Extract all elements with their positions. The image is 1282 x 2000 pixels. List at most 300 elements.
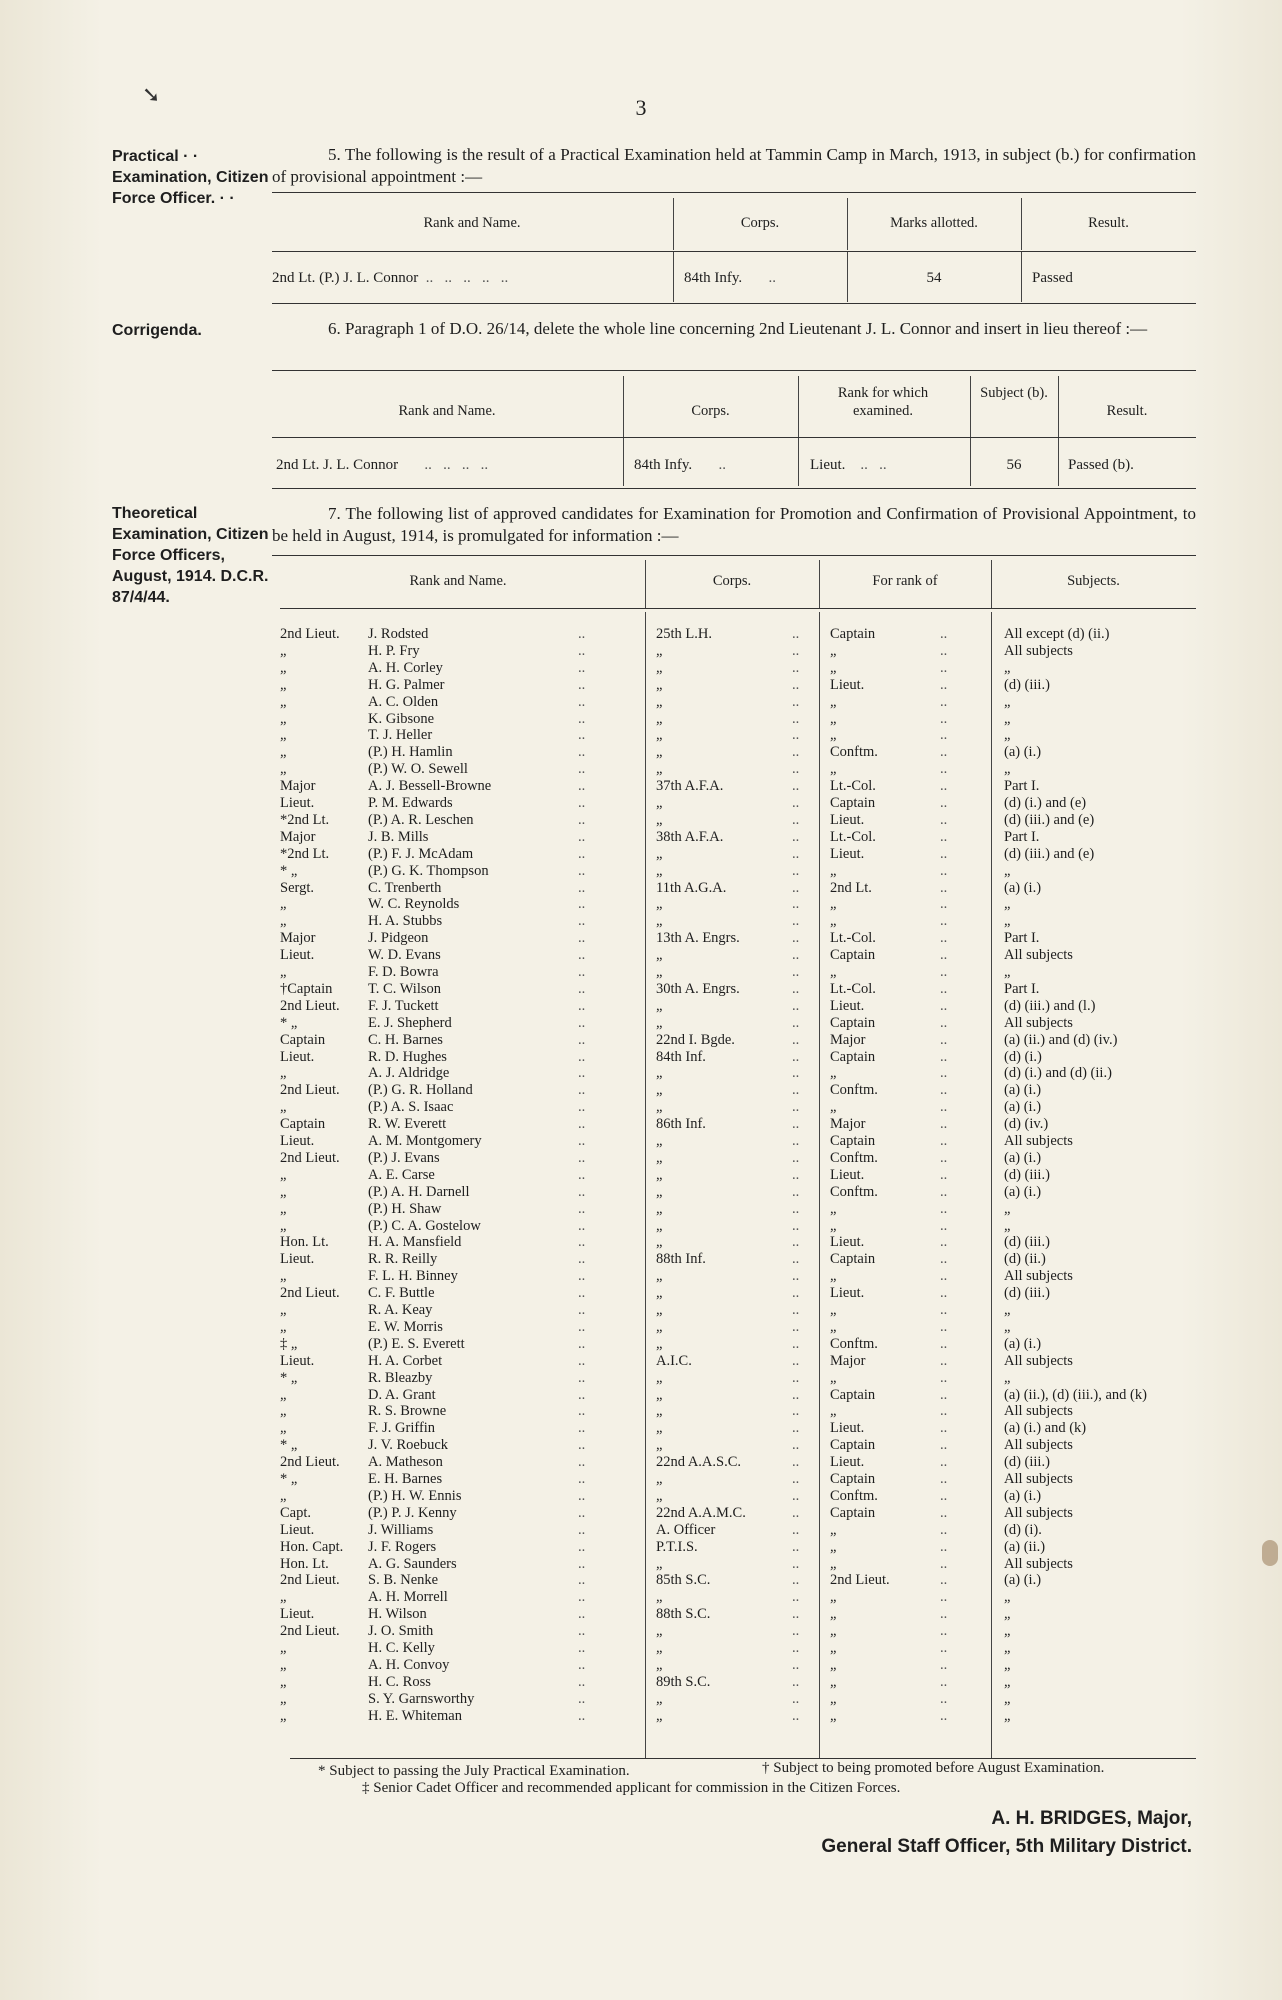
row-name: (P.) G. K. Thompson bbox=[368, 862, 489, 879]
row-for-rank: „ bbox=[830, 913, 837, 930]
row-for-rank: „ bbox=[830, 1707, 837, 1724]
row-for-rank: Lieut. bbox=[830, 1285, 865, 1302]
leader-dots: .. bbox=[792, 964, 800, 980]
leader-dots: .. bbox=[940, 744, 948, 761]
leader-dots: .. bbox=[940, 659, 948, 676]
leader-dots: .. bbox=[792, 1437, 800, 1454]
leader-dots: .. bbox=[578, 1251, 586, 1268]
row-for-rank: Captain bbox=[830, 947, 876, 964]
row-for-rank: „ bbox=[830, 1606, 837, 1623]
row-rank: „ bbox=[280, 693, 287, 710]
row-rank: Lieut. bbox=[280, 947, 315, 964]
row-name: J. V. Roebuck bbox=[368, 1437, 449, 1454]
row-corps: „ bbox=[656, 1149, 663, 1166]
leader-dots: .. bbox=[940, 1471, 948, 1487]
row-rank: Lieut. bbox=[280, 1251, 315, 1268]
row-corps: „ bbox=[656, 659, 663, 676]
leader-dots: .. bbox=[792, 659, 800, 676]
row-corps: „ bbox=[656, 1268, 663, 1285]
row-subjects: (a) (ii.) and (d) (iv.) bbox=[1004, 1031, 1118, 1048]
row-rank: †Captain bbox=[280, 980, 333, 997]
p6-row-name: 2nd Lt. J. L. Connor .. .. .. .. bbox=[276, 457, 489, 473]
leader-dots: .. bbox=[578, 862, 586, 879]
row-subjects: „ bbox=[1004, 1369, 1011, 1386]
row-rank: „ bbox=[280, 744, 287, 761]
row-corps: „ bbox=[656, 1166, 663, 1183]
leader-dots: .. bbox=[792, 1217, 800, 1234]
row-name: (P.) P. J. Kenny bbox=[368, 1504, 457, 1521]
row-for-rank: „ bbox=[830, 659, 837, 676]
row-corps: 88th S.C. bbox=[656, 1606, 711, 1623]
leader-dots: .. bbox=[792, 1690, 800, 1707]
leader-dots: .. bbox=[940, 1707, 948, 1724]
leader-dots: .. bbox=[940, 1099, 948, 1116]
row-subjects: (d) (i). bbox=[1004, 1521, 1042, 1538]
p6-header-corps: Corps. bbox=[691, 403, 730, 419]
leader-dots: .. bbox=[792, 1640, 800, 1656]
row-name: (P.) C. A. Gostelow bbox=[368, 1217, 481, 1234]
p5-row-name: 2nd Lt. (P.) J. L. Connor .. .. .. .. .. bbox=[272, 270, 509, 286]
row-rank: „ bbox=[280, 1420, 287, 1437]
row-rank: Major bbox=[280, 930, 316, 947]
p6-row-subject: 56 bbox=[1006, 457, 1022, 473]
leader-dots: .. bbox=[940, 1420, 948, 1437]
leader-dots: .. bbox=[940, 879, 948, 896]
leader-dots: .. bbox=[578, 913, 586, 930]
leader-dots: .. bbox=[578, 1538, 586, 1555]
row-rank: Hon. Capt. bbox=[280, 1538, 344, 1555]
row-name: E. J. Shepherd bbox=[368, 1014, 452, 1031]
row-corps: „ bbox=[656, 1065, 663, 1082]
leader-dots: .. bbox=[578, 845, 586, 862]
leader-dots: .. bbox=[940, 1133, 948, 1149]
leader-dots: .. bbox=[792, 862, 800, 879]
leader-dots: .. bbox=[940, 1268, 948, 1285]
row-rank: „ bbox=[280, 710, 287, 727]
leader-dots: .. bbox=[578, 1082, 586, 1099]
row-rank: 2nd Lieut. bbox=[280, 1623, 340, 1640]
row-name: A. J. Aldridge bbox=[368, 1065, 450, 1082]
leader-dots: .. bbox=[578, 710, 586, 727]
leader-dots: .. bbox=[940, 896, 948, 913]
row-name: R. D. Hughes bbox=[368, 1048, 447, 1065]
row-corps: „ bbox=[656, 642, 663, 659]
leader-dots: .. bbox=[940, 727, 948, 744]
leader-dots: .. bbox=[578, 1031, 586, 1048]
row-for-rank: 2nd Lt. bbox=[830, 879, 872, 896]
leader-dots: .. bbox=[940, 1437, 948, 1454]
row-subjects: Part I. bbox=[1004, 778, 1040, 795]
row-subjects: „ bbox=[1004, 1640, 1011, 1656]
row-corps: 37th A.F.A. bbox=[656, 778, 724, 795]
p7-header-corps: Corps. bbox=[712, 573, 752, 589]
row-corps: 22nd A.A.S.C. bbox=[656, 1454, 742, 1471]
leader-dots: .. bbox=[940, 1589, 948, 1606]
row-for-rank: „ bbox=[830, 1065, 837, 1082]
leader-dots: .. bbox=[792, 1285, 800, 1302]
row-corps: „ bbox=[656, 727, 663, 744]
leader-dots: .. bbox=[792, 1031, 800, 1048]
row-name: J. O. Smith bbox=[368, 1623, 434, 1640]
leader-dots: .. bbox=[940, 1048, 948, 1065]
leader-dots: .. bbox=[578, 1707, 586, 1724]
row-for-rank: „ bbox=[830, 693, 837, 710]
row-for-rank: „ bbox=[830, 727, 837, 744]
leader-dots: .. bbox=[578, 659, 586, 676]
leader-dots: .. bbox=[792, 1302, 800, 1318]
row-corps: „ bbox=[656, 947, 663, 964]
leader-dots: .. bbox=[940, 1149, 948, 1166]
leader-dots: .. bbox=[792, 795, 800, 811]
row-subjects: „ bbox=[1004, 1200, 1011, 1217]
row-rank: Hon. Lt. bbox=[280, 1555, 329, 1572]
row-name: F. D. Bowra bbox=[368, 964, 439, 980]
row-subjects: „ bbox=[1004, 659, 1011, 676]
leader-dots: .. bbox=[578, 1437, 586, 1454]
row-corps: 84th Inf. bbox=[656, 1048, 706, 1065]
leader-dots: .. bbox=[578, 761, 586, 778]
leader-dots: .. bbox=[578, 1183, 586, 1200]
leader-dots: .. bbox=[578, 744, 586, 761]
row-corps: „ bbox=[656, 1302, 663, 1318]
row-name: H. Wilson bbox=[368, 1606, 427, 1623]
row-for-rank: Major bbox=[830, 1116, 866, 1133]
leader-dots: .. bbox=[578, 1217, 586, 1234]
row-subjects: „ bbox=[1004, 1690, 1011, 1707]
leader-dots: .. bbox=[940, 980, 948, 997]
row-corps: „ bbox=[656, 1318, 663, 1335]
row-name: (P.) H. Shaw bbox=[368, 1200, 442, 1217]
row-name: J. Pidgeon bbox=[368, 930, 429, 947]
row-subjects: „ bbox=[1004, 693, 1011, 710]
row-subjects: (d) (iv.) bbox=[1004, 1116, 1049, 1133]
row-name: (P.) E. S. Everett bbox=[368, 1335, 465, 1352]
row-rank: Captain bbox=[280, 1116, 326, 1133]
row-rank: ‡ „ bbox=[280, 1335, 298, 1352]
row-rank: 2nd Lieut. bbox=[280, 1082, 340, 1099]
leader-dots: .. bbox=[940, 761, 948, 778]
row-subjects: „ bbox=[1004, 727, 1011, 744]
row-subjects: (a) (i.) bbox=[1004, 1487, 1042, 1504]
leader-dots: .. bbox=[940, 1386, 948, 1403]
row-rank: * „ bbox=[280, 1369, 298, 1386]
leader-dots: .. bbox=[792, 828, 800, 845]
row-subjects: „ bbox=[1004, 1302, 1011, 1318]
row-subjects: (a) (i.) bbox=[1004, 1183, 1042, 1200]
p7-header-subjects: Subjects. bbox=[1067, 573, 1120, 589]
leader-dots: .. bbox=[940, 1538, 948, 1555]
row-corps: „ bbox=[656, 1217, 663, 1234]
row-for-rank: Captain bbox=[830, 1437, 876, 1454]
row-subjects: „ bbox=[1004, 1707, 1011, 1724]
leader-dots: .. bbox=[792, 1318, 800, 1335]
row-corps: 86th Inf. bbox=[656, 1116, 706, 1133]
leader-dots: .. bbox=[578, 1504, 586, 1521]
leader-dots: .. bbox=[578, 947, 586, 964]
signature-name: A. H. BRIDGES, Major, bbox=[991, 1808, 1192, 1829]
row-rank: 2nd Lieut. bbox=[280, 1572, 340, 1589]
row-corps: „ bbox=[656, 1082, 663, 1099]
row-name: A. H. Corley bbox=[368, 659, 443, 676]
leader-dots: .. bbox=[578, 1234, 586, 1251]
row-name: H. A. Stubbs bbox=[368, 913, 443, 930]
row-subjects: All subjects bbox=[1004, 947, 1073, 964]
row-rank: „ bbox=[280, 1166, 287, 1183]
row-corps: „ bbox=[656, 1437, 663, 1454]
row-name: (P.) A. R. Leschen bbox=[368, 811, 474, 828]
row-corps: „ bbox=[656, 1183, 663, 1200]
margin-title-practical: Practical · · Examination, Citizen Force Officer. · · bbox=[112, 148, 269, 207]
p5-header-rank: Rank and Name. bbox=[423, 215, 521, 231]
row-name: E. H. Barnes bbox=[368, 1471, 443, 1487]
leader-dots: .. bbox=[940, 1200, 948, 1217]
leader-dots: .. bbox=[578, 626, 586, 642]
leader-dots: .. bbox=[940, 1183, 948, 1200]
row-rank: * „ bbox=[280, 1437, 298, 1454]
leader-dots: .. bbox=[940, 1690, 948, 1707]
p6-row-result: Passed (b). bbox=[1068, 457, 1134, 473]
row-name: T. C. Wilson bbox=[368, 980, 441, 997]
row-rank: „ bbox=[280, 1217, 287, 1234]
row-subjects: All subjects bbox=[1004, 642, 1073, 659]
leader-dots: .. bbox=[578, 964, 586, 980]
row-name: W. D. Evans bbox=[368, 947, 441, 964]
row-subjects: All subjects bbox=[1004, 1555, 1073, 1572]
row-subjects: (d) (iii.) bbox=[1004, 676, 1050, 693]
leader-dots: .. bbox=[940, 1656, 948, 1673]
row-rank: „ bbox=[280, 1487, 287, 1504]
leader-dots: .. bbox=[792, 1487, 800, 1504]
row-corps: „ bbox=[656, 1690, 663, 1707]
row-subjects: (a) (i.) bbox=[1004, 1335, 1042, 1352]
row-rank: Lieut. bbox=[280, 1133, 315, 1149]
row-for-rank: Lieut. bbox=[830, 676, 865, 693]
row-corps: „ bbox=[656, 1369, 663, 1386]
row-corps: „ bbox=[656, 1403, 663, 1420]
row-name: S. Y. Garnsworthy bbox=[368, 1690, 475, 1707]
leader-dots: .. bbox=[940, 930, 948, 947]
row-rank: „ bbox=[280, 761, 287, 778]
leader-dots: .. bbox=[578, 1589, 586, 1606]
row-for-rank: „ bbox=[830, 964, 837, 980]
row-for-rank: Conftm. bbox=[830, 1149, 878, 1166]
leader-dots: .. bbox=[792, 1403, 800, 1420]
row-name: H. C. Kelly bbox=[368, 1640, 435, 1656]
leader-dots: .. bbox=[578, 795, 586, 811]
leader-dots: .. bbox=[792, 1623, 800, 1640]
leader-dots: .. bbox=[792, 1420, 800, 1437]
row-for-rank: „ bbox=[830, 1656, 837, 1673]
row-subjects: „ bbox=[1004, 896, 1011, 913]
row-for-rank: Lt.-Col. bbox=[830, 980, 876, 997]
leader-dots: .. bbox=[940, 1082, 948, 1099]
row-name: E. W. Morris bbox=[368, 1318, 443, 1335]
row-corps: 88th Inf. bbox=[656, 1251, 706, 1268]
leader-dots: .. bbox=[578, 1640, 586, 1656]
leader-dots: .. bbox=[578, 930, 586, 947]
row-for-rank: Lt.-Col. bbox=[830, 828, 876, 845]
row-corps: „ bbox=[656, 710, 663, 727]
row-name: A. H. Morrell bbox=[368, 1589, 448, 1606]
leader-dots: .. bbox=[792, 626, 800, 642]
row-for-rank: Conftm. bbox=[830, 1082, 878, 1099]
leader-dots: .. bbox=[792, 930, 800, 947]
leader-dots: .. bbox=[578, 1386, 586, 1403]
p7-header-rank: Rank and Name. bbox=[409, 573, 507, 589]
row-rank: 2nd Lieut. bbox=[280, 1149, 340, 1166]
row-corps: „ bbox=[656, 964, 663, 980]
row-corps: „ bbox=[656, 1555, 663, 1572]
footnote-double-dagger: ‡ Senior Cadet Officer and recommended applicant for commission in the Citizen Forces. bbox=[362, 1780, 901, 1796]
leader-dots: .. bbox=[792, 1048, 800, 1065]
leader-dots: .. bbox=[940, 947, 948, 964]
row-for-rank: Captain bbox=[830, 1471, 876, 1487]
leader-dots: .. bbox=[578, 1420, 586, 1437]
row-rank: „ bbox=[280, 1589, 287, 1606]
row-subjects: Part I. bbox=[1004, 980, 1040, 997]
row-for-rank: Lieut. bbox=[830, 997, 865, 1014]
row-rank: Capt. bbox=[280, 1504, 312, 1521]
row-rank: „ bbox=[280, 676, 287, 693]
leader-dots: .. bbox=[792, 811, 800, 828]
p6-header-rank: Rank and Name. bbox=[398, 403, 496, 419]
row-for-rank: Lieut. bbox=[830, 1454, 865, 1471]
leader-dots: .. bbox=[578, 1623, 586, 1640]
row-for-rank: Lieut. bbox=[830, 845, 865, 862]
row-subjects: (a) (i.) bbox=[1004, 1149, 1042, 1166]
leader-dots: .. bbox=[940, 1285, 948, 1302]
row-rank: „ bbox=[280, 1183, 287, 1200]
leader-dots: .. bbox=[792, 761, 800, 778]
row-corps: „ bbox=[656, 1487, 663, 1504]
row-for-rank: Major bbox=[830, 1352, 866, 1369]
leader-dots: .. bbox=[940, 913, 948, 930]
leader-dots: .. bbox=[578, 1487, 586, 1504]
row-subjects: All subjects bbox=[1004, 1133, 1073, 1149]
p6-header-subject: Subject (b). bbox=[980, 385, 1048, 401]
row-subjects: (d) (iii.) bbox=[1004, 1454, 1050, 1471]
row-for-rank: Captain bbox=[830, 1386, 876, 1403]
row-name: (P.) G. R. Holland bbox=[368, 1082, 473, 1099]
row-for-rank: „ bbox=[830, 1369, 837, 1386]
leader-dots: .. bbox=[578, 693, 586, 710]
row-rank: „ bbox=[280, 1318, 287, 1335]
row-rank: „ bbox=[280, 1386, 287, 1403]
row-subjects: (d) (ii.) bbox=[1004, 1251, 1046, 1268]
row-name: (P.) W. O. Sewell bbox=[368, 761, 468, 778]
row-rank: „ bbox=[280, 1200, 287, 1217]
leader-dots: .. bbox=[940, 811, 948, 828]
row-for-rank: Captain bbox=[830, 795, 876, 811]
row-for-rank: „ bbox=[830, 1403, 837, 1420]
leader-dots: .. bbox=[578, 1302, 586, 1318]
row-name: A. G. Saunders bbox=[368, 1555, 457, 1572]
leader-dots: .. bbox=[792, 1082, 800, 1099]
row-name: J. B. Mills bbox=[368, 828, 429, 845]
margin-title-corrigenda: Corrigenda. bbox=[112, 322, 202, 339]
leader-dots: .. bbox=[792, 1538, 800, 1555]
row-name: H. A. Corbet bbox=[368, 1352, 443, 1369]
paragraph-5: 5. The following is the result of a Practical Examination held at Tammin Camp in March, 1913, in subject (b.) for confirmation of provisional appointment :— bbox=[272, 145, 1196, 186]
row-corps: „ bbox=[656, 1335, 663, 1352]
row-corps: A. Officer bbox=[656, 1521, 716, 1538]
row-corps: 13th A. Engrs. bbox=[656, 930, 740, 947]
leader-dots: .. bbox=[792, 1589, 800, 1606]
p5-row-result: Passed bbox=[1032, 270, 1073, 286]
leader-dots: .. bbox=[578, 1268, 586, 1285]
leader-dots: .. bbox=[578, 1166, 586, 1183]
leader-dots: .. bbox=[792, 947, 800, 964]
leader-dots: .. bbox=[792, 1014, 800, 1031]
leader-dots: .. bbox=[940, 1606, 948, 1623]
leader-dots: .. bbox=[792, 1471, 800, 1487]
row-name: (P.) F. J. McAdam bbox=[368, 845, 474, 862]
leader-dots: .. bbox=[792, 1369, 800, 1386]
leader-dots: .. bbox=[940, 1403, 948, 1420]
row-name: (P.) H. W. Ennis bbox=[368, 1487, 462, 1504]
row-subjects: Part I. bbox=[1004, 930, 1040, 947]
leader-dots: .. bbox=[792, 1707, 800, 1724]
row-subjects: (d) (iii.) bbox=[1004, 1166, 1050, 1183]
leader-dots: .. bbox=[940, 1369, 948, 1386]
row-corps: „ bbox=[656, 744, 663, 761]
row-subjects: „ bbox=[1004, 1606, 1011, 1623]
row-subjects: Part I. bbox=[1004, 828, 1040, 845]
row-name: T. J. Heller bbox=[368, 727, 433, 744]
leader-dots: .. bbox=[940, 1673, 948, 1690]
leader-dots: .. bbox=[792, 693, 800, 710]
row-subjects: (d) (iii.) bbox=[1004, 1234, 1050, 1251]
leader-dots: .. bbox=[792, 727, 800, 744]
row-rank: Captain bbox=[280, 1031, 326, 1048]
leader-dots: .. bbox=[792, 1268, 800, 1285]
leader-dots: .. bbox=[578, 1471, 586, 1487]
row-corps: „ bbox=[656, 862, 663, 879]
row-name: (P.) A. H. Darnell bbox=[368, 1183, 470, 1200]
row-for-rank: Conftm. bbox=[830, 1335, 878, 1352]
leader-dots: .. bbox=[578, 896, 586, 913]
paragraph-6: 6. Paragraph 1 of D.O. 26/14, delete the whole line concerning 2nd Lieutenant J. L. Connor and insert in lieu thereof :— bbox=[328, 319, 1148, 338]
p5-row-marks: 54 bbox=[926, 270, 942, 286]
leader-dots: .. bbox=[792, 896, 800, 913]
leader-dots: .. bbox=[792, 997, 800, 1014]
row-for-rank: „ bbox=[830, 1099, 837, 1116]
row-for-rank: Major bbox=[830, 1031, 866, 1048]
row-for-rank: „ bbox=[830, 1589, 837, 1606]
row-name: D. A. Grant bbox=[368, 1386, 436, 1403]
leader-dots: .. bbox=[578, 1690, 586, 1707]
leader-dots: .. bbox=[792, 1133, 800, 1149]
margin-title-theoretical: Theoretical Examination, Citizen Force Officers, August, 1914. D.C.R. 87/4/44. bbox=[112, 505, 269, 606]
leader-dots: .. bbox=[940, 1521, 948, 1538]
p5-header-result: Result. bbox=[1088, 215, 1129, 231]
row-name: C. H. Barnes bbox=[368, 1031, 443, 1048]
row-name: A. Matheson bbox=[368, 1454, 443, 1471]
leader-dots: .. bbox=[578, 1116, 586, 1133]
leader-dots: .. bbox=[940, 1487, 948, 1504]
row-name: W. C. Reynolds bbox=[368, 896, 460, 913]
row-corps: „ bbox=[656, 811, 663, 828]
row-for-rank: Conftm. bbox=[830, 744, 878, 761]
row-for-rank: „ bbox=[830, 1302, 837, 1318]
row-rank: Lieut. bbox=[280, 1606, 315, 1623]
row-rank: „ bbox=[280, 659, 287, 676]
leader-dots: .. bbox=[792, 778, 800, 795]
leader-dots: .. bbox=[578, 1149, 586, 1166]
leader-dots: .. bbox=[792, 1656, 800, 1673]
leader-dots: .. bbox=[940, 997, 948, 1014]
row-for-rank: Lieut. bbox=[830, 1166, 865, 1183]
